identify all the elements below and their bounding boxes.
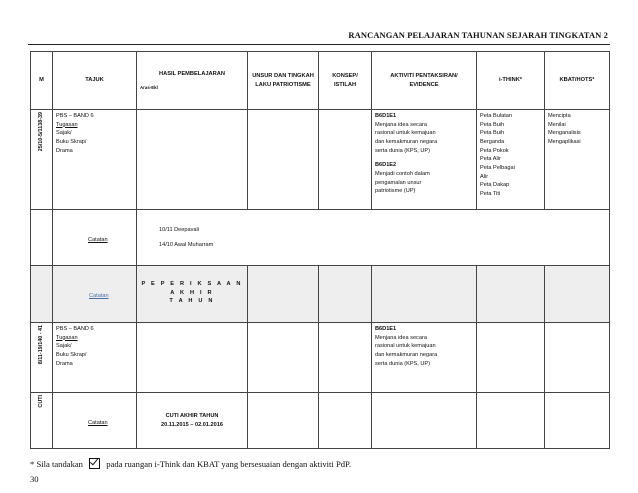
week-label: 25/10-5/1138-39	[38, 112, 45, 152]
empty-cell	[31, 266, 53, 323]
evidence-line: serta dunia (KPS, UP)	[375, 147, 431, 154]
col-header-hasil	[137, 52, 248, 110]
evidence-line: rasional untuk kemajuan	[375, 343, 436, 350]
ithink-item: Peta Pelbagai	[480, 164, 515, 171]
aktiviti-cell	[372, 110, 477, 210]
week-label: 8/11-19/140 - 41	[38, 325, 45, 365]
evidence-line: dan kemakmuran negara	[375, 138, 438, 145]
table-row-cuti	[31, 393, 610, 449]
evidence-code: B6D1E1	[375, 326, 397, 332]
evidence-line: patriotisme (UP)	[375, 188, 416, 195]
exam-title-line1: P E P E R I K S A A N A K H I R	[141, 281, 243, 296]
header-rule	[28, 44, 610, 45]
week-cell	[31, 323, 53, 393]
tajuk-cell	[53, 323, 137, 393]
ithink-item: Peta Buih	[480, 121, 505, 128]
col-header-tajuk: TAJUK	[53, 52, 137, 110]
lesson-plan-table	[30, 51, 610, 449]
footnote	[30, 458, 351, 469]
ithink-item: Berganda	[480, 138, 505, 145]
tajuk-line: PBS – BAND 6	[56, 326, 94, 332]
empty-cell	[477, 393, 545, 449]
kbat-item: Mengaplikasi	[548, 138, 581, 145]
ithink-item: Peta Pokok	[480, 147, 509, 154]
ithink-item: Peta Bulatan	[480, 113, 513, 119]
evidence-code: B6D1E2	[375, 162, 397, 169]
ithink-cell	[477, 110, 545, 210]
tajuk-line: Sajak/	[56, 343, 72, 350]
table-row-catatan-1	[31, 210, 610, 266]
cuti-dates: 20.11.2015 – 02.01.2016	[161, 421, 223, 428]
col-header-ithink: i-THINK*	[477, 52, 545, 110]
evidence-line: rasional untuk kemajuan	[375, 130, 436, 137]
ithink-item: Peta Buih	[480, 130, 505, 137]
ithink-item: Peta Alir	[480, 156, 501, 163]
unsur-cell	[248, 323, 319, 393]
evidence-line: Menjana idea secara	[375, 334, 427, 341]
checkbox-checked-icon	[89, 458, 100, 469]
catatan-label: Catatan	[88, 236, 108, 243]
tajuk-line: Drama	[56, 147, 73, 154]
empty-cell	[319, 393, 372, 449]
table-header-row	[31, 52, 610, 110]
document-header: RANCANGAN PELAJARAN TAHUNAN SEJARAH TINGKATAN 2	[348, 30, 608, 40]
week-cell	[31, 393, 53, 449]
tajuk-line: Tugasan	[56, 121, 78, 128]
col-header-aktiviti: AKTIVITI PENTAKSIRAN/ EVIDENCE	[372, 52, 477, 110]
evidence-line: serta dunia (KPS, UP)	[375, 360, 431, 367]
evidence-line: pengamalan unsur	[375, 179, 422, 186]
tajuk-line: Buku Skrap/	[56, 138, 87, 145]
page-number: 30	[30, 474, 39, 484]
col-header-unsur: UNSUR DAN TINGKAH LAKU PATRIOTISME	[248, 52, 319, 110]
catatan-label: Catatan	[89, 293, 109, 300]
col-header-konsep: KONSEP/ ISTILAH	[319, 52, 372, 110]
col-header-hasil-sub: Aras-Ekl	[140, 84, 158, 90]
empty-cell	[372, 266, 477, 323]
catatan-label-cell	[53, 210, 137, 266]
empty-cell	[248, 393, 319, 449]
kbat-item: Menganalisis	[548, 130, 581, 137]
kbat-cell	[545, 323, 610, 393]
week-cell	[31, 110, 53, 210]
konsep-cell	[319, 110, 372, 210]
empty-cell	[545, 393, 610, 449]
aktiviti-cell	[372, 323, 477, 393]
catatan-label: Catatan	[88, 419, 108, 426]
footnote-suffix: pada ruangan i-Think dan KBAT yang bersesuaian dengan aktiviti PdP.	[106, 459, 352, 469]
exam-title-line2: T A H U N	[169, 298, 215, 305]
holiday-line: 14/10 Awal Muharram	[159, 241, 214, 248]
konsep-cell	[319, 323, 372, 393]
tajuk-line: Sajak/	[56, 130, 72, 137]
evidence-line: Menjana idea secara	[375, 121, 427, 128]
tajuk-cell	[53, 110, 137, 210]
holiday-line: 10/11 Deepavali	[159, 226, 200, 233]
empty-cell	[31, 210, 53, 266]
col-header-kbat: KBAT/HOTS*	[545, 52, 610, 110]
kbat-cell	[545, 110, 610, 210]
table-row-week2	[31, 323, 610, 393]
ithink-item: Peta Titi	[480, 190, 501, 197]
cuti-title: CUTI AKHIR TAHUN	[165, 412, 219, 419]
kbat-item: Mencipta	[548, 113, 571, 119]
hasil-cell	[137, 323, 248, 393]
tajuk-line: Tugasan	[56, 334, 78, 341]
tajuk-line: PBS – BAND 6	[56, 113, 94, 119]
tajuk-line: Drama	[56, 360, 73, 367]
unsur-cell	[248, 110, 319, 210]
empty-cell	[372, 393, 477, 449]
footnote-prefix: * Sila tandakan	[30, 459, 83, 469]
exam-cell	[137, 266, 248, 323]
catatan-content-cell	[137, 210, 610, 266]
evidence-line: Menjadi contoh dalam	[375, 170, 430, 177]
catatan-label-cell	[53, 266, 137, 323]
cuti-week-label: CUTI	[38, 395, 45, 408]
empty-cell	[477, 266, 545, 323]
ithink-item: Peta Dakap	[480, 182, 510, 189]
evidence-code: B6D1E1	[375, 113, 397, 119]
ithink-cell	[477, 323, 545, 393]
tajuk-line: Buku Skrap/	[56, 351, 87, 358]
col-header-m: M	[31, 52, 53, 110]
catatan-label-cell	[53, 393, 137, 449]
empty-cell	[545, 266, 610, 323]
kbat-item: Menilai	[548, 121, 566, 128]
col-header-hasil-label: HASIL PEMBELAJARAN	[159, 70, 225, 77]
table-row-week1	[31, 110, 610, 210]
table-row-catatan-2	[31, 266, 610, 323]
cuti-content-cell	[137, 393, 248, 449]
empty-cell	[319, 266, 372, 323]
evidence-line: dan kemakmuran negara	[375, 351, 438, 358]
ithink-item: Alir	[480, 173, 489, 180]
hasil-cell	[137, 110, 248, 210]
empty-cell	[248, 266, 319, 323]
